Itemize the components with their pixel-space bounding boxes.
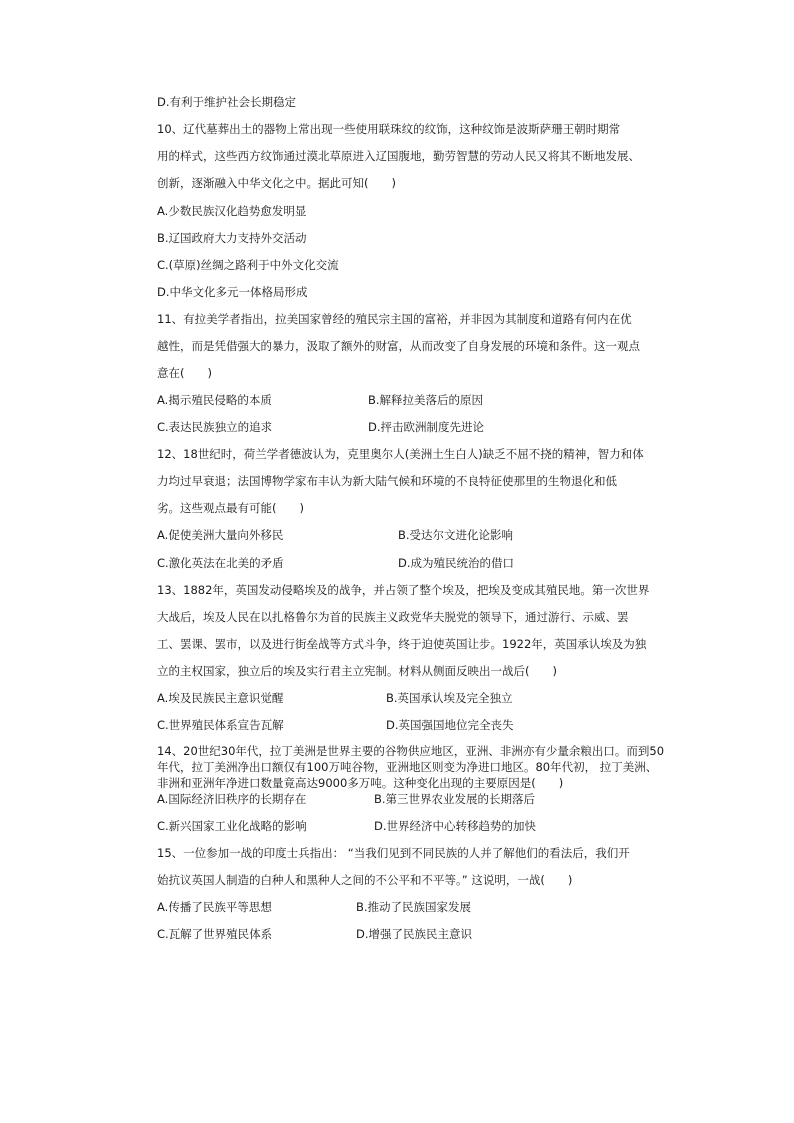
q15-option-b: B.推动了民族国家发展 [356, 900, 472, 914]
q14-stem-line-3: 非洲和亚洲年净进口数量竟高达9000多万吨。这种变化出现的主要原因是( ) [157, 776, 564, 790]
q13-stem-line-4: 立的主权国家，独立后的埃及实行君主立宪制。材料从侧面反映出一战后( ) [157, 664, 557, 678]
q15-stem-line-1: 15、一位参加一战的印度士兵指出： “当我们见到不同民族的人并了解他们的看法后，我们开 [157, 846, 630, 860]
q14-option-d: D.世界经济中心转移趋势的加快 [374, 819, 537, 833]
q13-stem-line-2: 大战后，埃及人民在以扎格鲁尔为首的民族主义政党华夫脱党的领导下，通过游行、示威、罢 [157, 610, 629, 624]
q15-option-c: C.瓦解了世界殖民体系 [157, 927, 273, 941]
q13-option-c: C.世界殖民体系宣告瓦解 [157, 718, 284, 732]
prev-option-d: D.有利于维护社会长期稳定 [157, 95, 297, 109]
q13-option-d: D.英国强国地位完全丧失 [386, 718, 514, 732]
q15-option-a: A.传播了民族平等思想 [157, 900, 272, 914]
q12-option-c: C.激化英法在北美的矛盾 [157, 556, 284, 570]
q12-option-b: B.受达尔文进化论影响 [398, 528, 514, 542]
q14-option-b: B.第三世界农业发展的长期落后 [374, 792, 536, 806]
q14-stem-line-1: 14、20世纪30年代，拉丁美洲是世界主要的谷物供应地区，亚洲、非洲亦有少量余粮出口。而到50 [157, 744, 665, 758]
q12-stem-line-1: 12、18世纪时，荷兰学者德波认为，克里奥尔人(美洲土生白人)缺乏不屈不挠的精神，智力和体 [157, 447, 644, 461]
q11-stem-line-1: 11、有拉美学者指出，拉美国家曾经的殖民宗主国的富裕，并非因为其制度和道路有何内在优 [157, 312, 632, 326]
q10-stem-line-2: 用的样式，这些西方纹饰通过漠北草原进入辽国腹地，勤劳智慧的劳动人民又将其不断地发展、 [157, 149, 640, 163]
q12-option-a: A.促使美洲大量向外移民 [157, 528, 284, 542]
q10-option-b: B.辽国政府大力支持外交活动 [157, 231, 307, 245]
q10-stem-line-3: 创新，逐渐融入中华文化之中。据此可知( ) [157, 176, 396, 190]
q13-stem-line-1: 13、1882年，英国发动侵略埃及的战争，并占领了整个埃及，把埃及变成其殖民地。第一次世界 [157, 583, 650, 597]
q10-option-c: C.(草原)丝绸之路利于中外文化交流 [157, 258, 339, 272]
q14-option-a: A.国际经济旧秩序的长期存在 [157, 792, 307, 806]
q10-option-d: D.中华文化多元一体格局形成 [157, 285, 308, 299]
q10-option-a: A.少数民族汉化趋势愈发明显 [157, 204, 307, 218]
q13-stem-line-3: 工、罢课、罢市，以及进行街垒战等方式斗争，终于迫使英国让步。1922年，英国承认埃及为独 [157, 637, 647, 651]
q11-option-c: C.表达民族独立的追求 [157, 420, 273, 434]
q12-stem-line-3: 劣。这些观点最有可能( ) [157, 501, 304, 515]
q14-stem-line-2: 年代，拉丁美洲净出口额仅有100万吨谷物，亚洲地区则变为净进口地区。80年代初， 拉丁美洲、 [157, 760, 658, 774]
q11-stem-line-2: 越性，而是凭借强大的暴力，汲取了额外的财富，从而改变了自身发展的环境和条件。这一观点 [157, 339, 640, 353]
q12-option-d: D.成为殖民统治的借口 [398, 556, 515, 570]
q11-option-b: B.解释拉美落后的原因 [368, 393, 484, 407]
q15-option-d: D.增强了民族民主意识 [356, 927, 473, 941]
q13-option-b: B.英国承认埃及完全独立 [386, 691, 513, 705]
q11-stem-line-3: 意在( ) [157, 366, 212, 380]
q14-option-c: C.新兴国家工业化战略的影响 [157, 819, 307, 833]
q12-stem-line-2: 力均过早衰退；法国博物学家布丰认为新大陆气候和环境的不良特征使那里的生物退化和低 [157, 474, 617, 488]
q11-option-d: D.抨击欧洲制度先进论 [368, 420, 485, 434]
q10-stem-line-1: 10、辽代墓葬出土的器物上常出现一些使用联珠纹的纹饰，这种纹饰是波斯萨珊王朝时期常 [157, 122, 621, 136]
q15-stem-line-2: 始抗议英国人制造的白种人和黑种人之间的不公平和不平等。” 这说明，一战( ) [157, 873, 573, 887]
q13-option-a: A.埃及民族民主意识觉醒 [157, 691, 284, 705]
q11-option-a: A.揭示殖民侵略的本质 [157, 393, 272, 407]
